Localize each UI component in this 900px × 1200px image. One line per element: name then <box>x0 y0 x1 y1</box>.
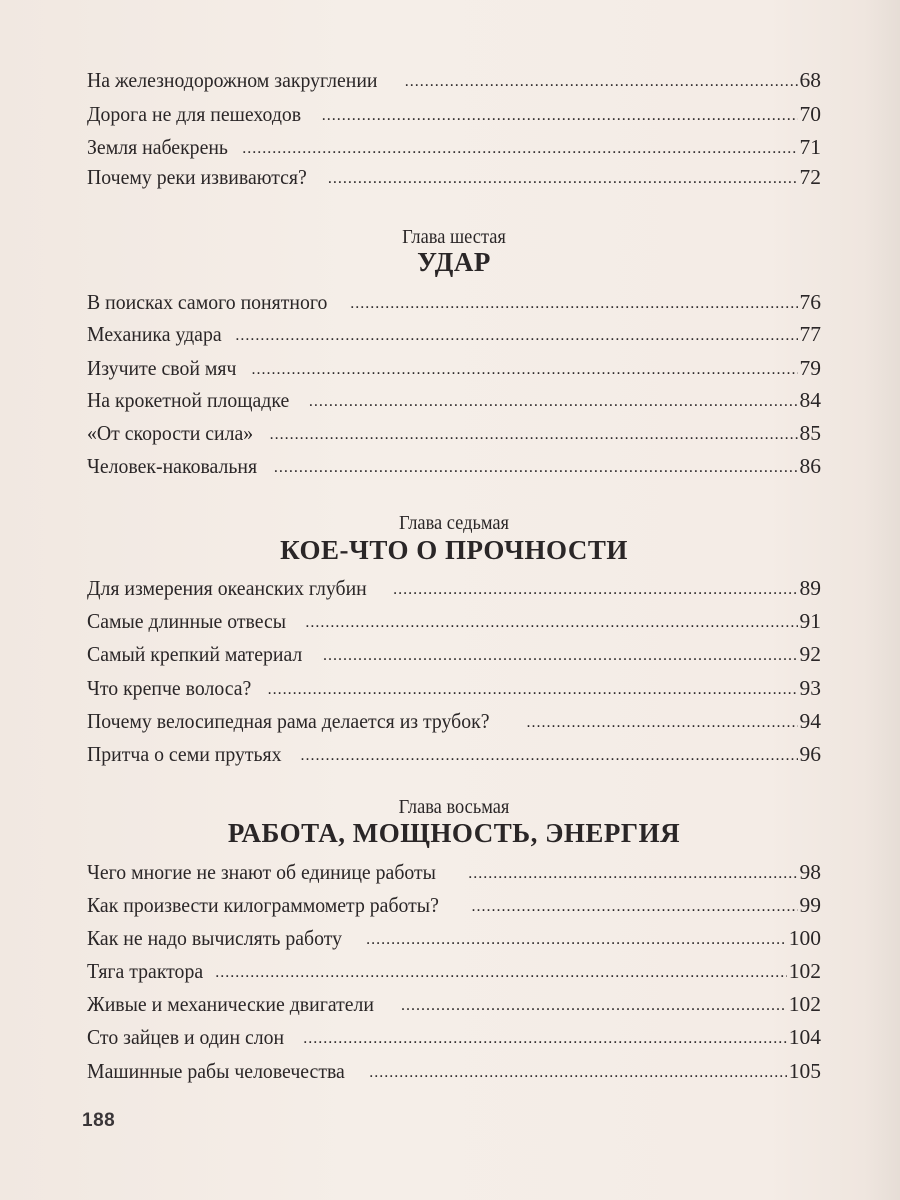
toc-entry <box>87 888 821 922</box>
entry-page: 72 <box>799 165 821 189</box>
entry-title: Для измерения океанских глубин <box>87 576 367 600</box>
toc-entry <box>87 954 821 988</box>
entry-title: На крокетной площадке <box>87 388 290 412</box>
entry-title: Земля набекрень <box>87 135 228 159</box>
toc-entry <box>87 383 821 417</box>
dot-leader <box>305 606 797 640</box>
entry-page: 96 <box>799 742 821 766</box>
entry-page: 68 <box>799 68 821 92</box>
toc-entry <box>87 97 821 131</box>
toc-entry <box>87 351 821 385</box>
entry-page: 70 <box>799 102 821 126</box>
toc-entry <box>87 671 821 705</box>
page-number: 188 <box>82 1110 116 1131</box>
dot-leader <box>309 385 798 419</box>
toc-entry <box>87 449 821 483</box>
entry-page: 77 <box>799 322 821 346</box>
entry-title: В поисках самого понятного <box>87 290 328 314</box>
toc-entry <box>87 604 821 638</box>
entry-title: Дорога не для пешеходов <box>87 102 302 126</box>
entry-title: Механика удара <box>87 322 222 346</box>
entry-page: 99 <box>799 893 821 917</box>
entry-page: 71 <box>799 135 821 159</box>
dot-leader <box>405 65 798 99</box>
dot-leader <box>369 1056 786 1090</box>
toc-entry <box>87 987 821 1021</box>
toc-entry <box>87 130 821 164</box>
entry-title: Самый крепкий материал <box>87 642 303 666</box>
dot-leader <box>303 1022 786 1056</box>
entry-page: 100 <box>788 926 821 950</box>
entry-title: Человек-наковальня <box>87 454 258 478</box>
dot-leader <box>468 857 797 891</box>
entry-title: Живые и механические двигатели <box>87 992 374 1016</box>
dot-leader <box>270 418 798 452</box>
toc-entry <box>87 855 821 889</box>
dot-leader <box>393 573 797 607</box>
entry-page: 79 <box>799 356 821 380</box>
entry-title: «От скорости сила» <box>87 421 254 445</box>
dot-leader <box>471 890 797 924</box>
entry-page: 93 <box>799 676 821 700</box>
entry-page: 85 <box>799 421 821 445</box>
toc-entry <box>87 704 821 738</box>
chapter-label: Глава восьмая <box>398 796 510 818</box>
dot-leader <box>401 989 787 1023</box>
entry-page: 92 <box>799 642 821 666</box>
entry-title: Чего многие не знают об единице работы <box>87 860 436 884</box>
toc-entry <box>87 737 821 771</box>
toc-entry <box>87 285 821 319</box>
entry-page: 105 <box>788 1059 821 1083</box>
entry-title: Как произвести килограммометр работы? <box>87 893 439 917</box>
entry-title: Что крепче волоса? <box>87 676 252 700</box>
dot-leader <box>235 319 797 353</box>
dot-leader <box>268 673 798 707</box>
toc-entry <box>87 571 821 605</box>
entry-title: На железнодорожном закруглении <box>87 68 378 92</box>
chapter-label: Глава шестая <box>402 226 506 248</box>
entry-page: 76 <box>799 290 821 314</box>
dot-leader <box>251 353 797 387</box>
entry-page: 104 <box>788 1025 821 1049</box>
entry-title: Изучите свой мяч <box>87 356 237 380</box>
dot-leader <box>527 706 798 740</box>
toc-entry <box>87 317 821 351</box>
dot-leader <box>274 451 798 485</box>
chapter-title: УДАР <box>417 247 491 277</box>
entry-page: 102 <box>788 959 821 983</box>
entry-page: 98 <box>799 860 821 884</box>
toc-entry <box>87 637 821 671</box>
entry-title: Почему реки извиваются? <box>87 165 307 189</box>
toc-entry <box>87 416 821 450</box>
dot-leader <box>366 923 787 957</box>
entry-page: 91 <box>799 609 821 633</box>
entry-title: Машинные рабы человечества <box>87 1059 345 1083</box>
entry-title: Притча о семи прутьях <box>87 742 282 766</box>
entry-page: 86 <box>799 454 821 478</box>
entry-page: 94 <box>799 709 821 733</box>
entry-title: Как не надо вычислять работу <box>87 926 342 950</box>
entry-page: 102 <box>788 992 821 1016</box>
entry-page: 89 <box>799 576 821 600</box>
chapter-title: КОЕ-ЧТО О ПРОЧНОСТИ <box>280 535 628 565</box>
toc-entry <box>87 1054 821 1088</box>
dot-leader <box>328 162 798 196</box>
entry-title: Сто зайцев и один слон <box>87 1025 285 1049</box>
entry-title: Почему велосипедная рама делается из трубок? <box>87 709 490 733</box>
dot-leader <box>350 287 797 321</box>
toc-entry <box>87 160 821 194</box>
toc-entry <box>87 1020 821 1054</box>
toc-entry <box>87 63 821 97</box>
entry-title: Тяга трактора <box>87 959 204 983</box>
chapter-label: Глава седьмая <box>398 512 510 534</box>
dot-leader <box>215 956 787 990</box>
entry-title: Самые длинные отвесы <box>87 609 287 633</box>
entry-page: 84 <box>799 388 821 412</box>
toc-entry <box>87 921 821 955</box>
dot-leader <box>322 99 798 133</box>
chapter-title: РАБОТА, МОЩНОСТЬ, ЭНЕРГИЯ <box>227 818 681 848</box>
dot-leader <box>300 739 797 773</box>
dot-leader <box>323 639 798 673</box>
